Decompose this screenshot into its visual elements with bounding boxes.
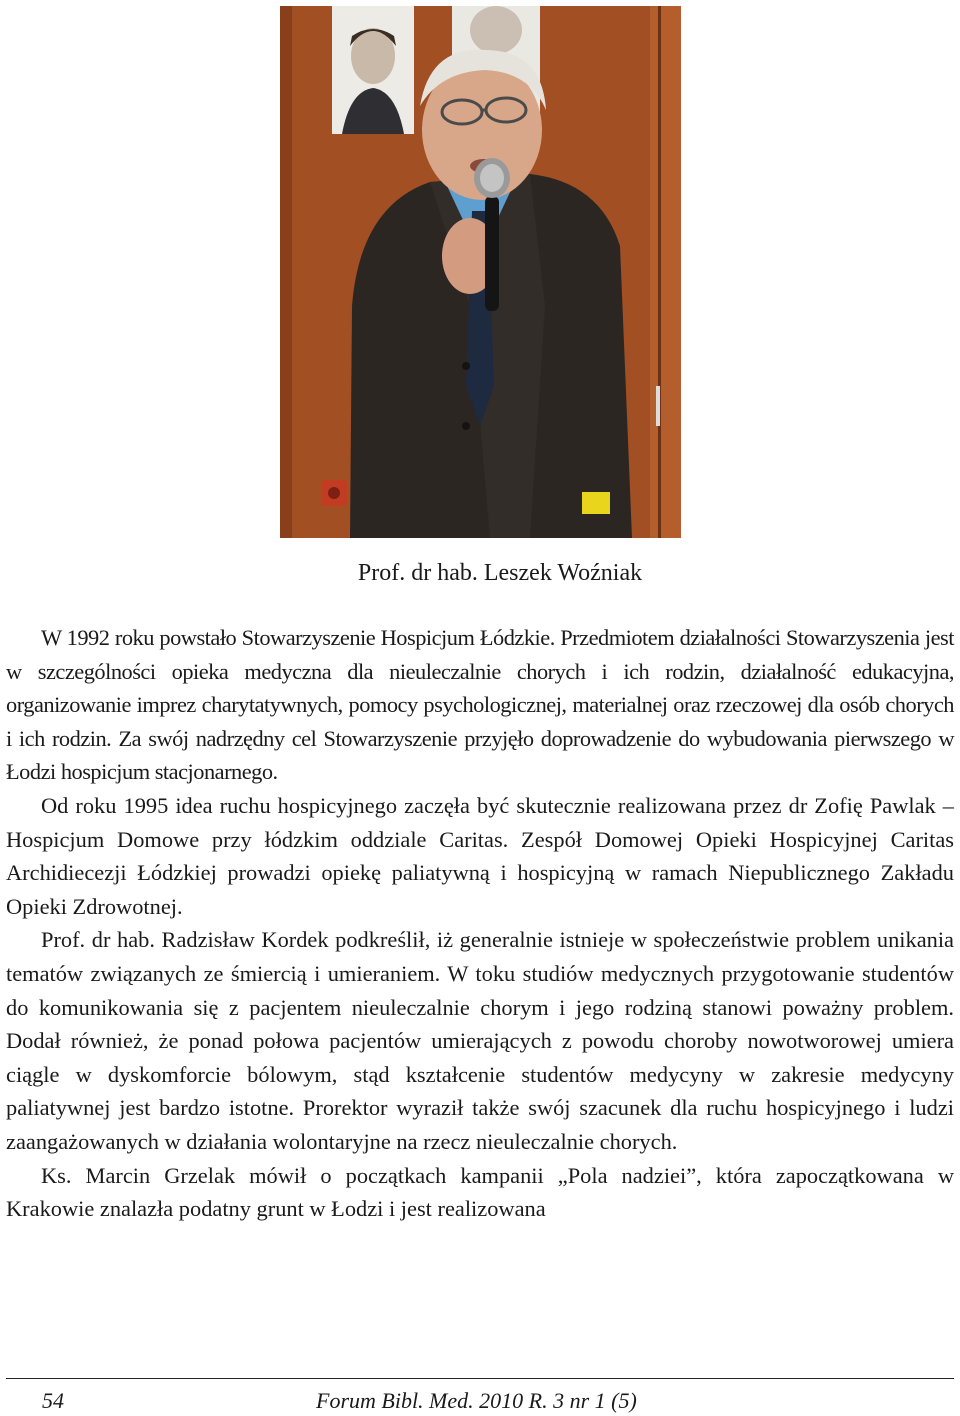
speaker-photo-illustration (280, 6, 681, 538)
article-body (6, 621, 954, 1226)
paragraph: Ks. Marcin Grzelak mówił o początkach kampanii „Pola nadziei”, która zapoczątkowana w Krakowie znalazła podatny grunt w Łodzi i jest realizowana (6, 1162, 954, 1222)
paragraph: Prof. dr hab. Radzisław Kordek podkreślił, iż generalnie istnieje w społeczeństwie problem unikania tematów związanych ze śmiercią i umieraniem. W toku studiów medycznych przygotowanie studentów do komunikowania się z pacjentem nieuleczalnie chorym i jego rodziną stanowi poważny problem. Dodał również, że ponad połowa pacjentów umierających z powodu choroby nowotworowej umiera ciągle w dyskomforcie bólowym, stąd kształcenie studentów medycyny w zakresie medycyny paliatywnej jest bardzo istotne. Prorektor wyraził także swój szacunek dla ruchu hospicyjnego i ludzi zaangażowanych w działania wolontaryjne na rzecz nieuleczalnie chorych. (6, 927, 954, 1154)
paragraph: W 1992 roku powstało Stowarzyszenie Hospicjum Łódzkie. Przedmiotem działalności Stowarzyszenia jest w szczególności opieka medyczna dla nieuleczalnie chorych i ich rodzin, działalność edukacyjna, organizowanie imprez charytatywnych, pomocy psychologicznej, materialnej oraz rzeczowej dla osób chorych i ich rodzin. Za swój nadrzędny cel Stowarzyszenie przyjęło doprowadzenie do wybudowania pierwszego w Łodzi hospicjum stacjonarnego. (6, 625, 954, 785)
speaker-photo (280, 6, 681, 538)
page-number: 54 (42, 1388, 64, 1413)
photo-caption: Prof. dr hab. Leszek Woźniak (357, 560, 643, 586)
footer-rule (6, 1378, 954, 1379)
journal-citation: Forum Bibl. Med. 2010 R. 3 nr 1 (5) (316, 1388, 637, 1413)
paragraph: Od roku 1995 idea ruchu hospicyjnego zaczęła być skutecznie realizowana przez dr Zofię Pawlak – Hospicjum Domowe przy łódzkim oddziale Caritas. Zespół Domowej Opieki Hospicyjnej Caritas Archidiecezji Łódzkiej prowadzi opiekę paliatywną i hospicyjną w ramach Niepublicznego Zakładu Opieki Zdrowotnej. (6, 792, 954, 919)
